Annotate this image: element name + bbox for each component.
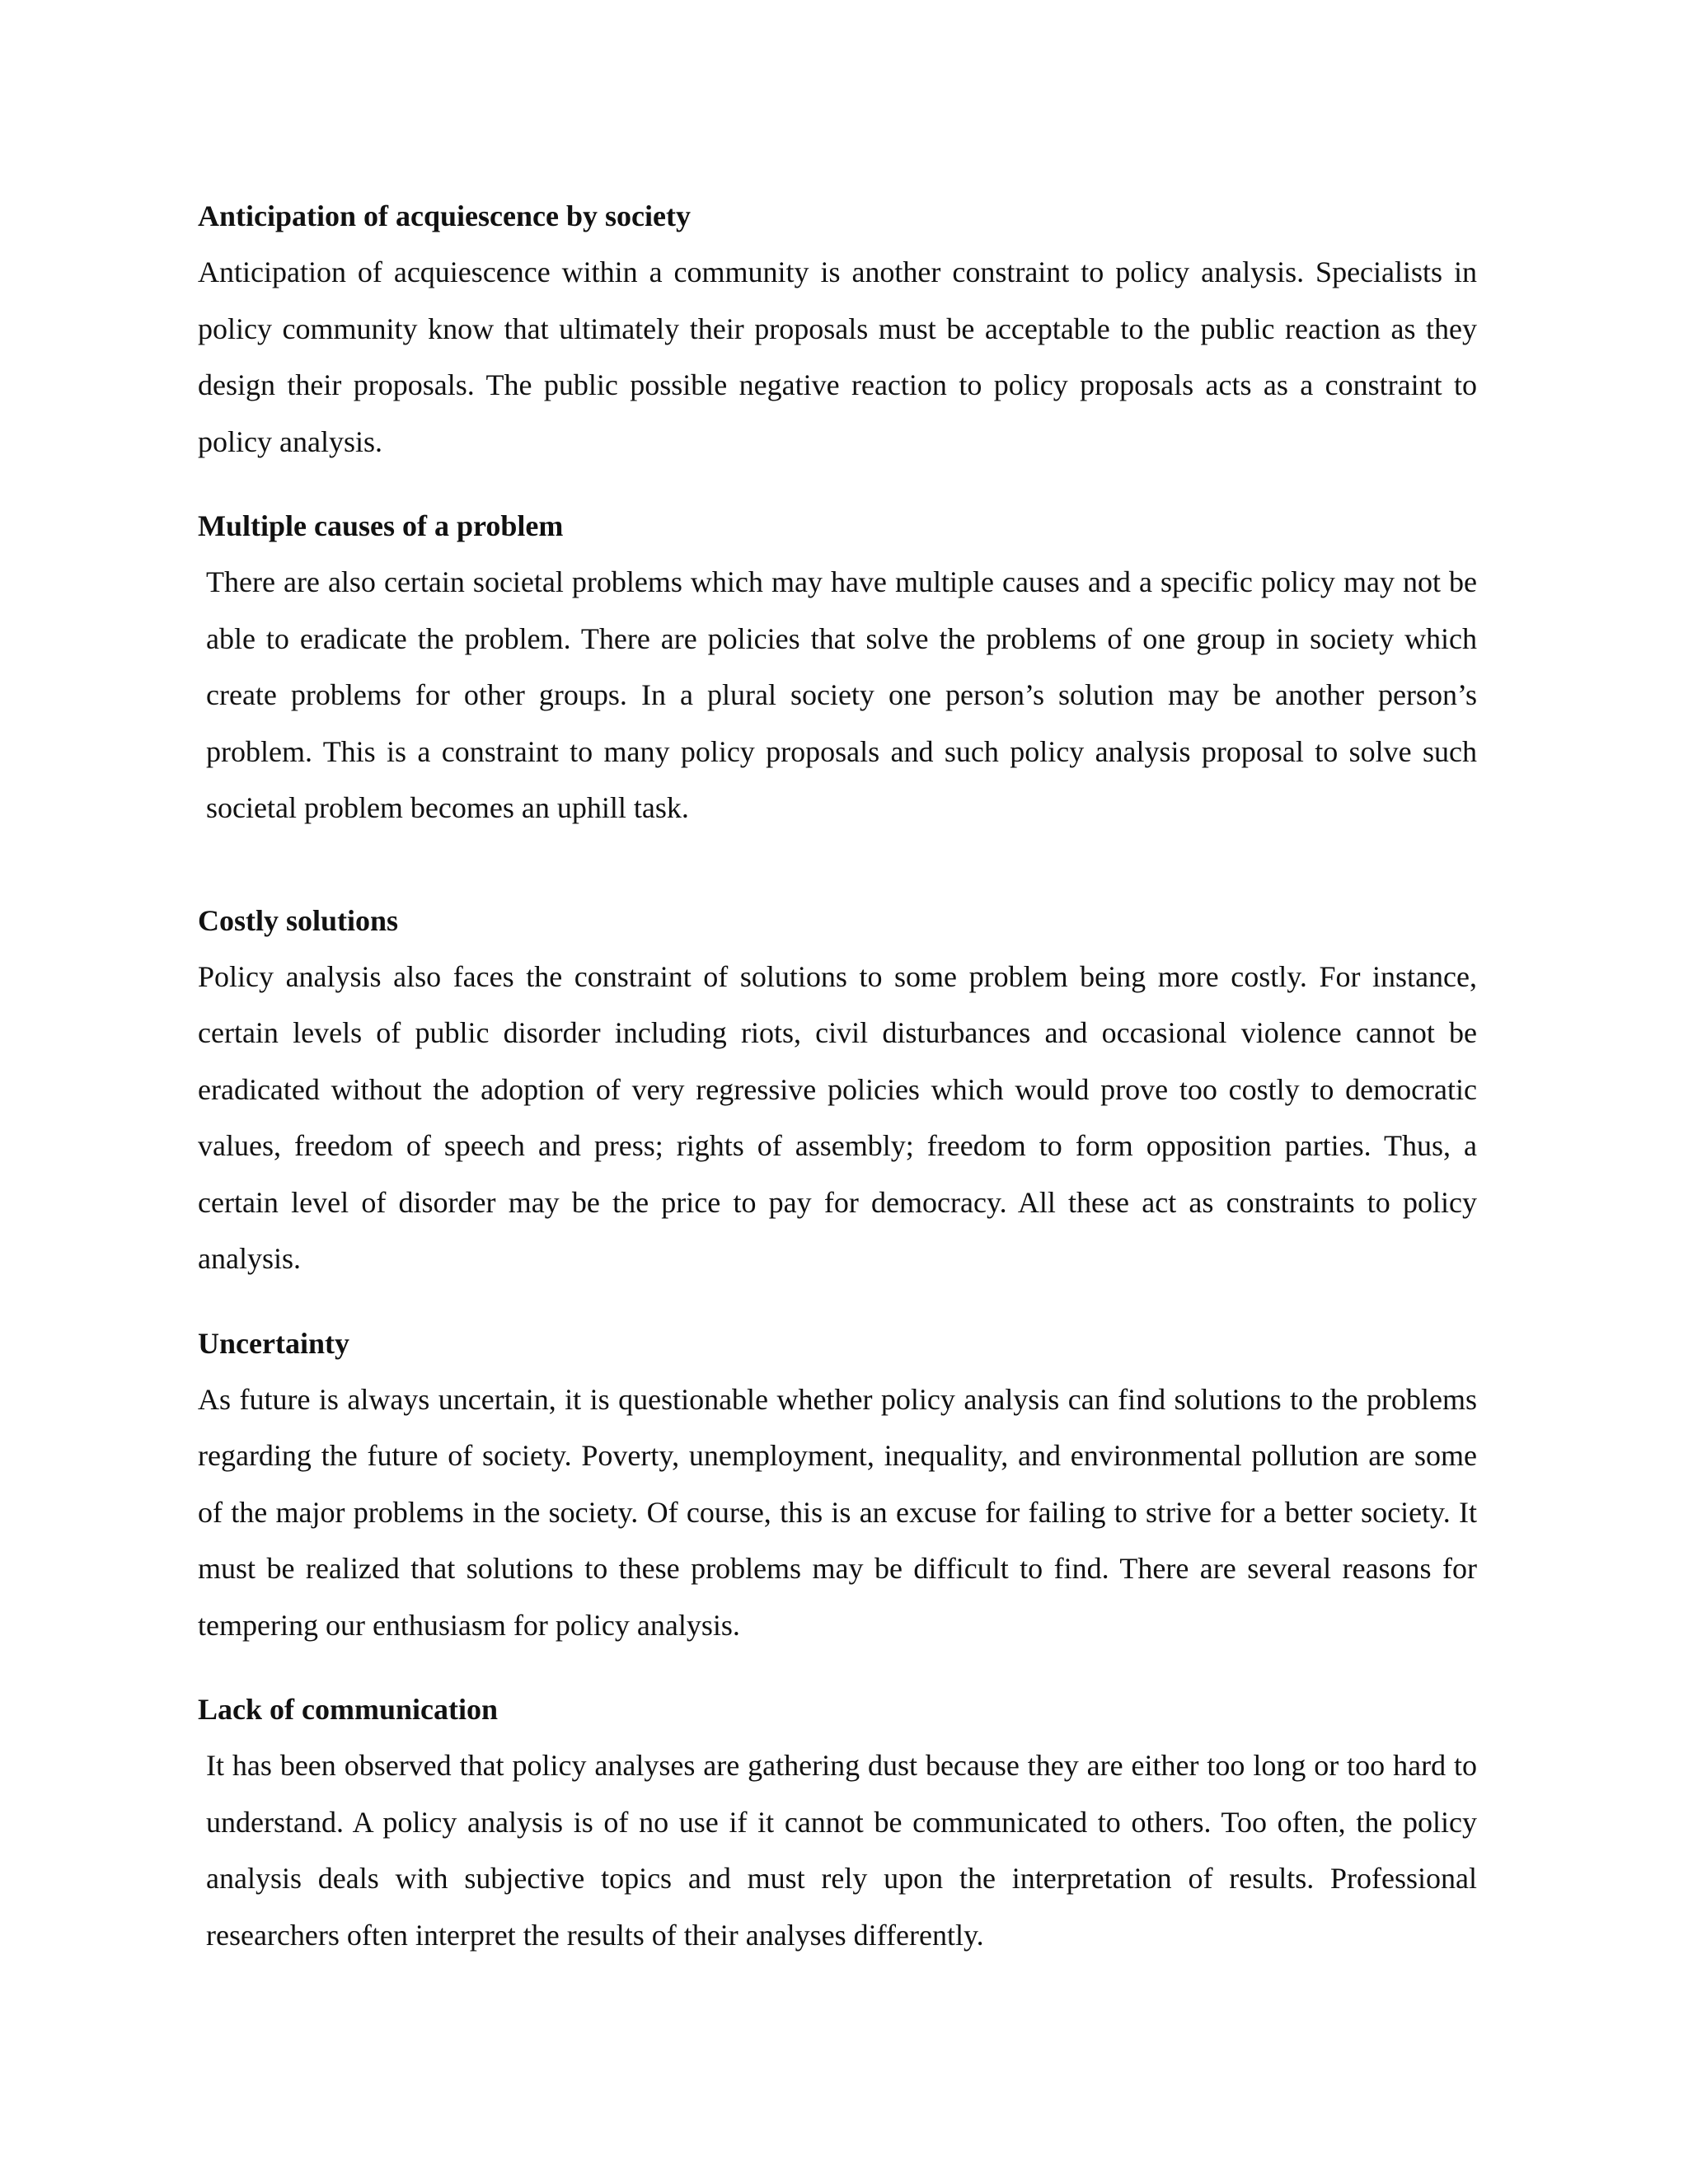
section-costly-solutions xyxy=(198,893,1477,1287)
section-paragraph: There are also certain societal problems which may have multiple causes and a specific policy may not be able to eradicate the problem. There are policies that solve the problems of one group in society which create problems for other groups. In a plural society one person’s solution may be another person’s problem. This is a constraint to many policy proposals and such policy analysis proposal to solve such societal problem becomes an uphill task. xyxy=(206,565,1477,824)
section-uncertainty xyxy=(198,1315,1477,1654)
section-anticipation xyxy=(198,188,1477,470)
section-heading: Costly solutions xyxy=(198,903,399,937)
section-paragraph: As future is always uncertain, it is questionable whether policy analysis can find solutions to the problems regarding the future of society. Poverty, unemployment, inequality, and environmental pollution are some of the major problems in the society. Of course, this is an excuse for failing to strive for a better society. It must be realized that solutions to these problems may be difficult to find. There are several reasons for tempering our enthusiasm for policy analysis. xyxy=(198,1382,1477,1642)
section-heading: Multiple causes of a problem xyxy=(198,509,564,542)
section-multiple-causes xyxy=(198,498,1477,837)
section-paragraph: Anticipation of acquiescence within a community is another constraint to policy analysis. Specialists in policy community know that ultimately their proposals must be acceptable to the public reaction as they design their proposals. The public possible negative reaction to policy proposals acts as a constraint to policy analysis. xyxy=(198,255,1477,458)
document-page xyxy=(198,188,1477,1963)
section-lack-of-communication xyxy=(198,1681,1477,1963)
section-heading: Anticipation of acquiescence by society xyxy=(198,199,691,232)
section-heading: Lack of communication xyxy=(198,1693,498,1726)
section-heading: Uncertainty xyxy=(198,1326,349,1360)
section-paragraph: It has been observed that policy analyses are gathering dust because they are either too long or too hard to understand. A policy analysis is of no use if it cannot be communicated to others. Too often, the policy analysis deals with subjective topics and must rely upon the interpretation of results. Professional researchers often interpret the results of their analyses differently. xyxy=(206,1749,1477,1952)
section-paragraph: Policy analysis also faces the constraint of solutions to some problem being more costly. For instance, certain levels of public disorder including riots, civil disturbances and occasional violence cannot be eradicated without the adoption of very regressive policies which would prove too costly to democratic values, freedom of speech and press; rights of assembly; freedom to form opposition parties. Thus, a certain level of disorder may be the price to pay for democracy. All these act as constraints to policy analysis. xyxy=(198,959,1477,1275)
